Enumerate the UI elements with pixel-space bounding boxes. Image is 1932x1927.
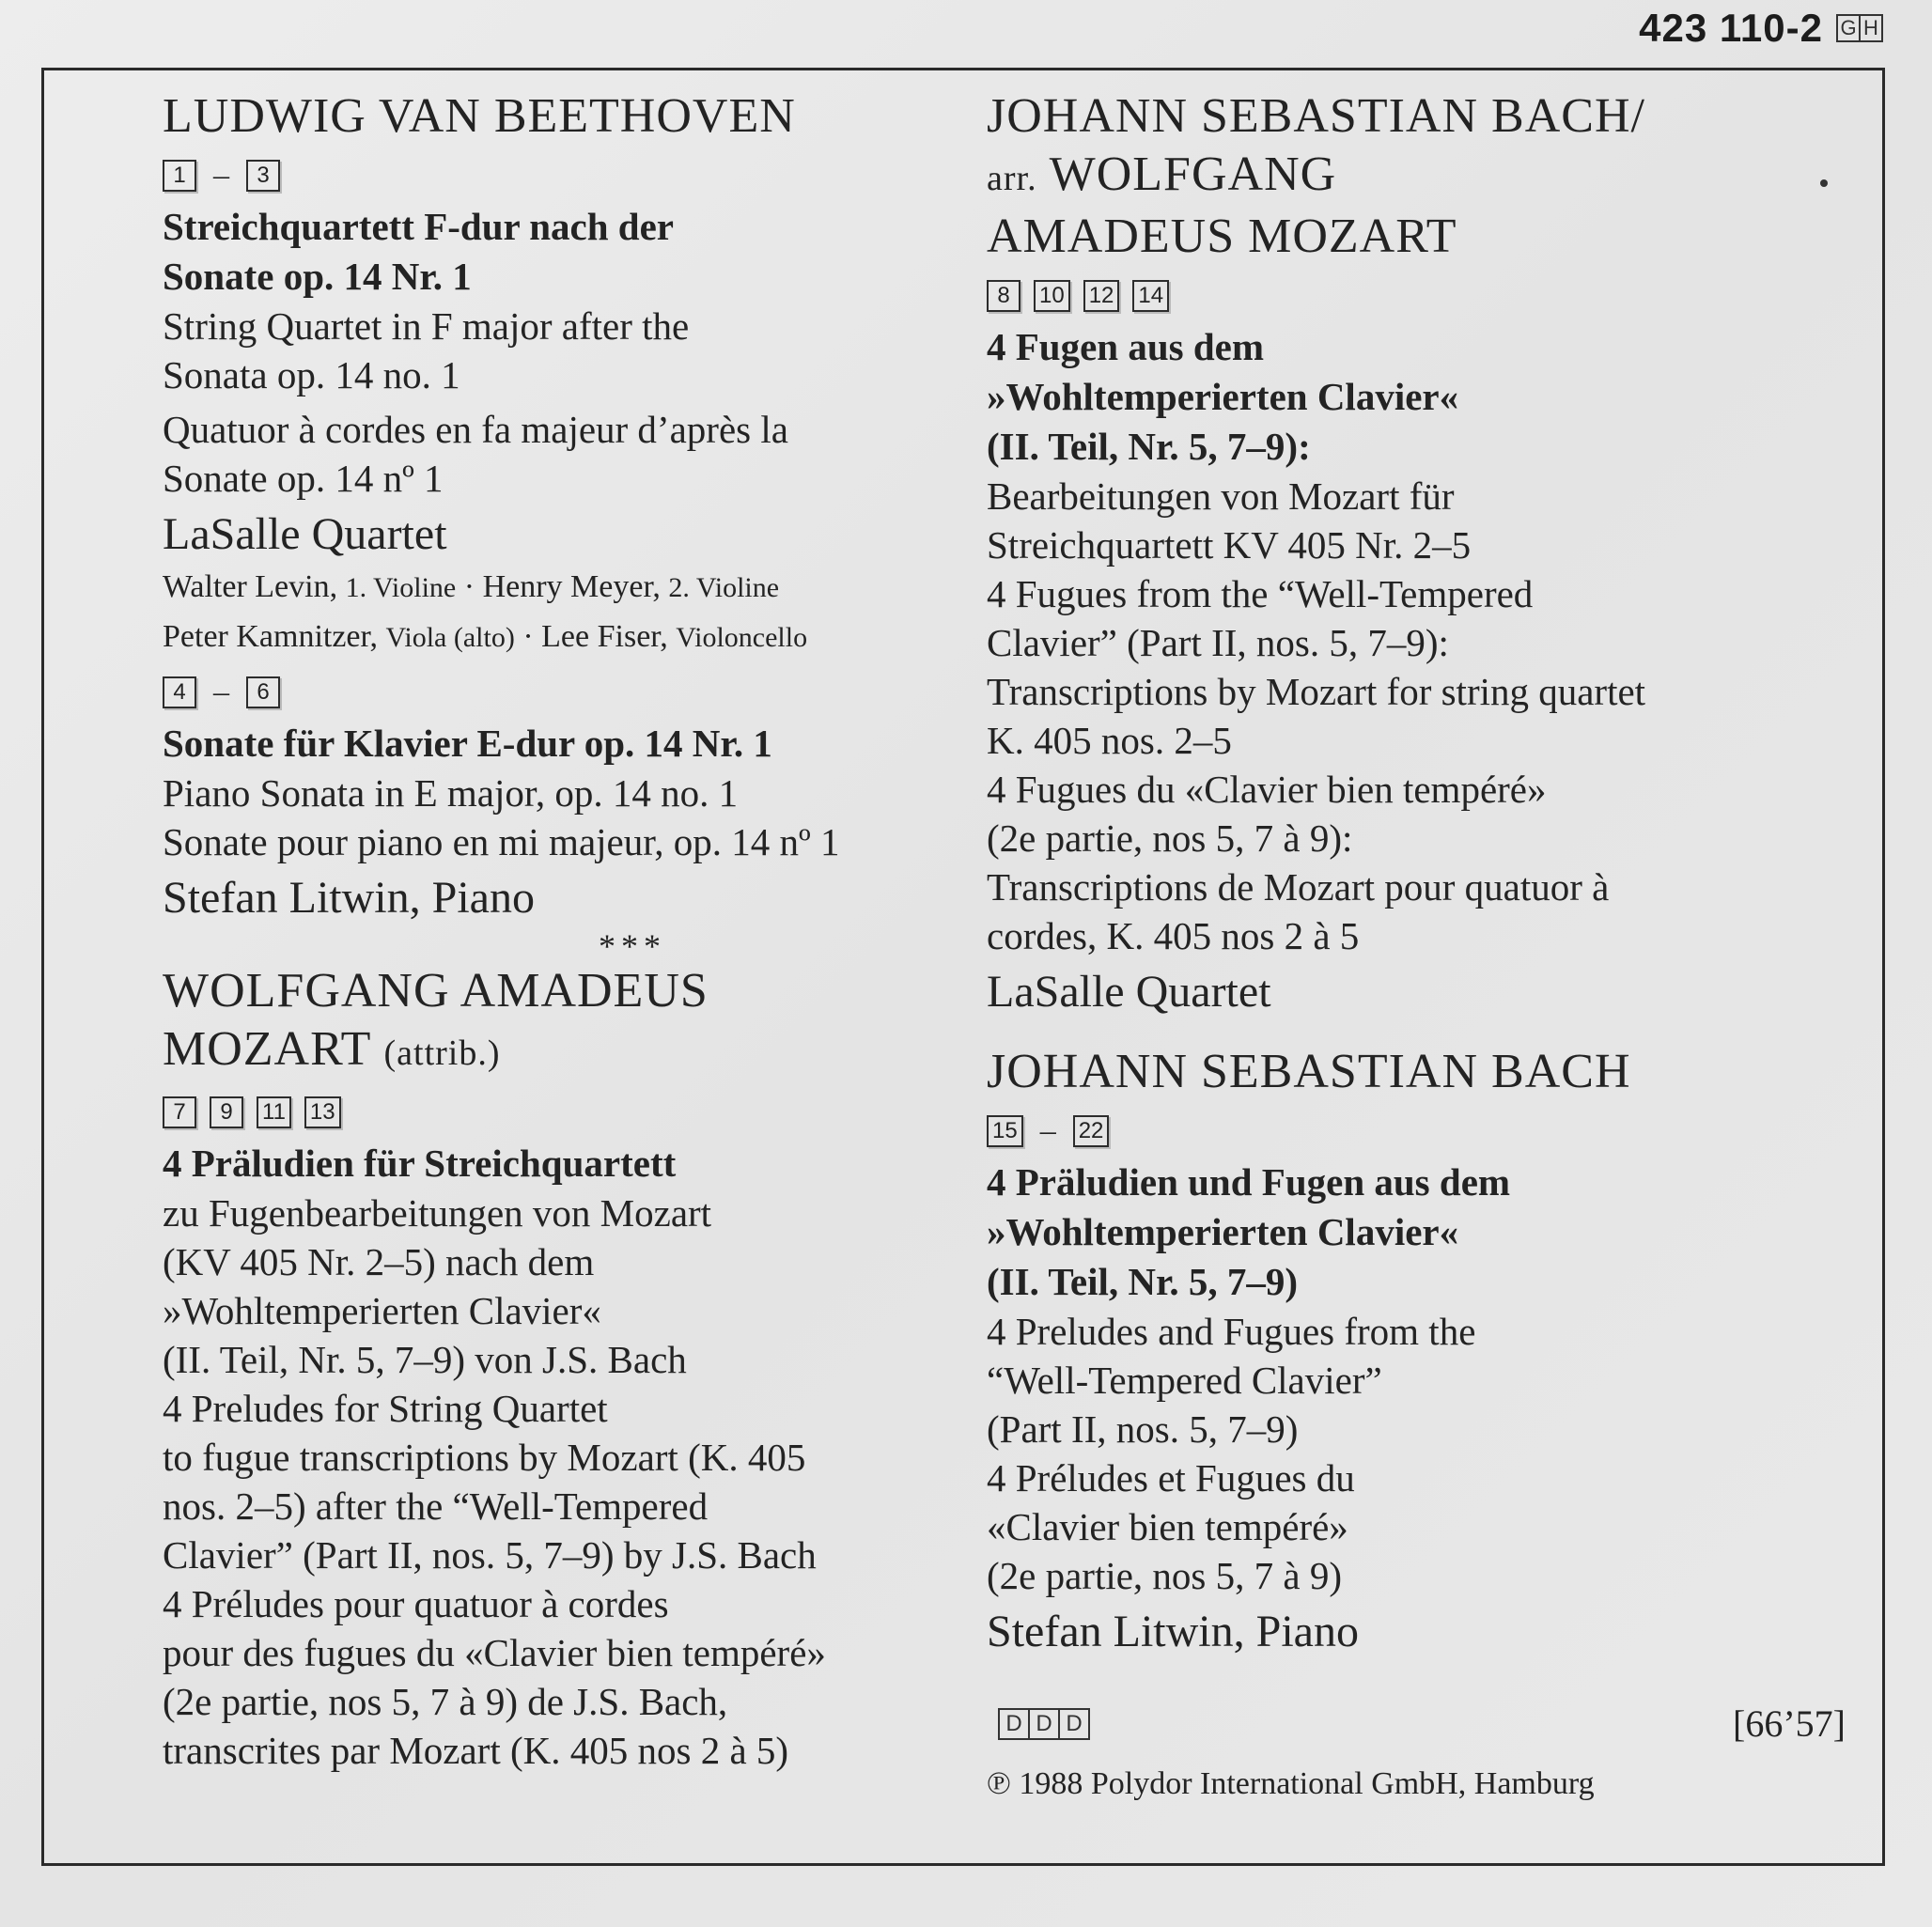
text-line: (2e partie, nos 5, 7 à 9): (987, 816, 1353, 860)
arranger-name: AMADEUS MOZART (987, 210, 1457, 263)
text-line: pour des fugues du «Clavier bien tempéré» (163, 1631, 826, 1674)
member-name: Henry Meyer, (482, 569, 661, 604)
member-name: Walter Levin, (163, 569, 338, 604)
text-line: zu Fugenbearbeitungen von Mozart (163, 1191, 712, 1235)
gh-logo-icon (1836, 14, 1883, 42)
text-line: (2e partie, nos 5, 7 à 9) de J.S. Bach, (163, 1680, 728, 1723)
track-number: 15 (987, 1115, 1023, 1147)
text-line: K. 405 nos. 2–5 (987, 719, 1232, 762)
composer-mozart (163, 1020, 989, 1082)
member-name: Peter Kamnitzer, (163, 619, 378, 654)
ensemble-name: LaSalle Quartet (163, 509, 447, 559)
text-line: 4 Préludes et Fugues du (987, 1456, 1355, 1500)
track-range-beethoven (163, 153, 989, 198)
arranger-name: WOLFGANG (1049, 148, 1337, 201)
track-list-mozart (163, 1090, 989, 1135)
track-number: 12 (1083, 280, 1120, 312)
gh-label-h: H (1859, 16, 1881, 40)
text-line: to fugue transcriptions by Mozart (K. 405 (163, 1436, 806, 1479)
text-line: Clavier” (Part II, nos. 5, 7–9) by J.S. Bach (163, 1533, 817, 1577)
work-title-en: Piano Sonata in E major, op. 14 no. 1 (163, 771, 739, 815)
ddd-letter: D (1028, 1710, 1058, 1738)
track-list-fugues (987, 273, 1851, 319)
performer: Stefan Litwin, Piano (163, 873, 535, 923)
work-description-en (987, 569, 1851, 765)
attribution-note: (attrib.) (383, 1033, 501, 1073)
ensemble-members (163, 613, 989, 662)
work-title-en: Sonata op. 14 no. 1 (163, 353, 460, 396)
composer-mozart-name: MOZART (163, 1022, 371, 1076)
track-number: 11 (257, 1096, 291, 1128)
text-line: »Wohltemperierten Clavier« (987, 1210, 1459, 1253)
text-line: (II. Teil, Nr. 5, 7–9) von J.S. Bach (163, 1338, 687, 1381)
text-line: 4 Fugues du «Clavier bien tempéré» (987, 768, 1547, 811)
copyright: ℗ 1988 Polydor International GmbH, Hamburg (987, 1766, 1595, 1801)
text-line: (Part II, nos. 5, 7–9) (987, 1407, 1299, 1451)
text-line: “Well-Tempered Clavier” (987, 1359, 1382, 1402)
member-separator: · (463, 569, 475, 604)
ensemble-members (163, 563, 989, 613)
text-line: cordes, K. 405 nos 2 à 5 (987, 914, 1360, 957)
track-number: 3 (246, 160, 280, 192)
track-number: 13 (304, 1096, 341, 1128)
member-name: Lee Fiser, (541, 619, 668, 654)
work-title-de: 4 Präludien für Streichquartett (163, 1142, 677, 1185)
work-title-fr: Sonate pour piano en mi majeur, op. 14 nº 1 (163, 820, 840, 863)
work-description-fr (987, 765, 1851, 960)
text-line: (KV 405 Nr. 2–5) nach dem (163, 1240, 595, 1283)
text-line: »Wohltemperierten Clavier« (163, 1289, 601, 1332)
work-title-de (987, 322, 1851, 472)
member-role: Violoncello (676, 622, 808, 653)
member-role: 2. Violine (668, 572, 780, 603)
catalog-number: 423 110-2 (1639, 6, 1823, 50)
track-number: 6 (246, 676, 280, 708)
composer-mozart: WOLFGANG AMADEUS (163, 964, 709, 1018)
track-dash: – (213, 675, 229, 709)
track-number: 1 (163, 160, 196, 192)
text-line: Transcriptions by Mozart for string quartet (987, 670, 1646, 713)
work-description-de (163, 1189, 989, 1384)
text-line: 4 Préludes pour quatuor à cordes (163, 1582, 669, 1625)
text-line: 4 Preludes for String Quartet (163, 1387, 608, 1430)
arranger (987, 146, 1851, 208)
work-title-fr: Sonate op. 14 nº 1 (163, 457, 444, 500)
ddd-recording-icon (998, 1708, 1090, 1740)
text-line: Transcriptions de Mozart pour quatuor à (987, 865, 1610, 909)
text-line: nos. 2–5) after the “Well-Tempered (163, 1484, 709, 1528)
section-separator: *** (599, 927, 666, 965)
work-title-en: String Quartet in F major after the (163, 304, 690, 348)
text-line: Streichquartett KV 405 Nr. 2–5 (987, 523, 1472, 567)
text-line: 4 Preludes and Fugues from the (987, 1310, 1476, 1353)
text-line: (II. Teil, Nr. 5, 7–9): (987, 425, 1311, 468)
track-number: 7 (163, 1096, 196, 1128)
composer-beethoven: LUDWIG VAN BEETHOVEN (163, 89, 796, 143)
track-number: 10 (1034, 280, 1070, 312)
track-dash: – (1039, 1113, 1056, 1148)
track-number: 14 (1132, 280, 1169, 312)
member-separator: · (522, 619, 534, 654)
work-title-de: Sonate op. 14 Nr. 1 (163, 255, 472, 298)
left-column (163, 87, 989, 1775)
booklet-frame (41, 68, 1885, 1866)
text-line: 4 Fugues from the “Well-Tempered (987, 572, 1534, 615)
ensemble-name: LaSalle Quartet (987, 967, 1271, 1017)
track-number: 4 (163, 676, 196, 708)
member-role: 1. Violine (345, 572, 457, 603)
track-range-bach (987, 1109, 1851, 1154)
work-title-fr: Quatuor à cordes en fa majeur d’après la (163, 408, 788, 451)
ddd-letter: D (1005, 1710, 1022, 1736)
track-range-sonata (163, 670, 989, 715)
work-title-de: Sonate für Klavier E-dur op. 14 Nr. 1 (163, 722, 772, 765)
total-duration: [66’57] (1733, 1702, 1846, 1745)
work-description-en (987, 1307, 1851, 1453)
composer-bach: JOHANN SEBASTIAN BACH (987, 1045, 1631, 1098)
text-line: transcrites par Mozart (K. 405 nos 2 à 5) (163, 1729, 789, 1772)
text-line: (II. Teil, Nr. 5, 7–9) (987, 1260, 1299, 1303)
text-line: »Wohltemperierten Clavier« (987, 375, 1459, 418)
work-title-de (987, 1158, 1851, 1307)
work-description-fr (163, 1579, 989, 1775)
member-role: Viola (alto) (385, 622, 515, 653)
track-number: 22 (1073, 1115, 1110, 1147)
text-line: 4 Präludien und Fugen aus dem (987, 1160, 1511, 1204)
text-line: (2e partie, nos 5, 7 à 9) (987, 1554, 1342, 1597)
catalog-header (1639, 6, 1883, 51)
track-number: 9 (210, 1096, 243, 1128)
composer-bach: JOHANN SEBASTIAN BACH/ (987, 89, 1645, 143)
performer: Stefan Litwin, Piano (987, 1607, 1359, 1656)
track-number: 8 (987, 280, 1021, 312)
work-description-de (987, 472, 1851, 569)
text-line: Bearbeitungen von Mozart für (987, 474, 1455, 518)
footer-row (987, 1702, 1851, 1746)
ddd-letter: D (1058, 1710, 1088, 1738)
work-description-en (163, 1384, 989, 1579)
gh-label-g: G (1840, 16, 1857, 39)
work-description-fr (987, 1453, 1851, 1600)
work-title-de: Streichquartett F-dur nach der (163, 205, 674, 248)
track-dash: – (213, 158, 229, 193)
right-column (987, 87, 1851, 1802)
arr-label: arr. (987, 159, 1037, 198)
text-line: Clavier” (Part II, nos. 5, 7–9): (987, 621, 1449, 664)
text-line: «Clavier bien tempéré» (987, 1505, 1348, 1548)
text-line: 4 Fugen aus dem (987, 325, 1265, 368)
